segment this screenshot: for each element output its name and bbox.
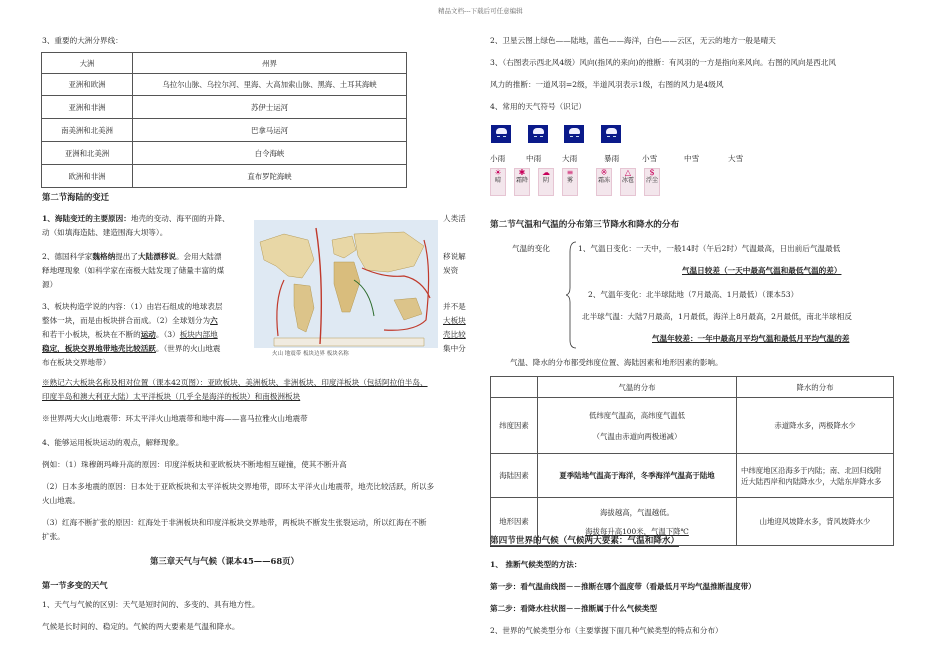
para-text: 2、德国科学家 bbox=[42, 252, 93, 261]
section-title: 第二节海陆的变迁 bbox=[42, 192, 109, 202]
table-header: 大洲 bbox=[42, 53, 133, 74]
freeze-icon: ※ 霜冻 bbox=[596, 168, 612, 196]
table-cell: 亚洲和北美洲 bbox=[42, 142, 133, 165]
table-cell: 直布罗陀海峡 bbox=[133, 165, 407, 188]
para-text: 六 bbox=[210, 316, 218, 325]
para-text: 源） bbox=[42, 280, 58, 289]
table-cell: 亚洲和非洲 bbox=[42, 96, 133, 119]
plate-map bbox=[254, 220, 438, 360]
map-legend: 火山 地震带 板块边界 板块名称 bbox=[272, 351, 349, 357]
para-text: 地壳的变动、海平面的升降、 bbox=[130, 214, 230, 223]
table-cell: 纬度因素 bbox=[491, 398, 538, 454]
para-text: 1、气温日变化：一天中，一般14时（午后2时）气温最高，日出前后气温最低 bbox=[578, 244, 841, 253]
table-cell: 山地迎风坡降水多，背风坡降水少 bbox=[737, 498, 894, 546]
para-text: 1、海陆变迁的主要原因： bbox=[42, 214, 131, 223]
para-text: 风力的推断：一道风羽=2级，半道风羽表示1级，右图的风力是4级风 bbox=[490, 80, 724, 89]
para-text: 。（世界的火山地震 bbox=[155, 344, 221, 353]
header-note: 精品文档---下载后可任意编辑 bbox=[438, 7, 523, 15]
table-header bbox=[491, 377, 538, 398]
weather-label: 中雪 bbox=[684, 154, 700, 163]
section-boundaries-title: 3、重要的大洲分界线： bbox=[42, 36, 123, 45]
para-text: 1、 推断气候类型的方法： bbox=[490, 560, 582, 569]
para-text: 板块内部地 bbox=[179, 330, 218, 339]
weather-label: 小雪 bbox=[642, 154, 658, 163]
table-cell: 欧洲和非洲 bbox=[42, 165, 133, 188]
para-text: 4、能够运用板块运动的观点，解释现象。 bbox=[42, 438, 184, 447]
dust-icon: $ 浮尘 bbox=[644, 168, 660, 196]
para-text: 2、气温年变化：北半球陆地（7月最高、1月最低）（课本53） bbox=[588, 290, 799, 299]
table-cell: 中纬度地区沿海多于内陆；南、北回归线附 近大陆西岸和内陆降水少，大陆东岸降水多 bbox=[737, 454, 894, 498]
para-text: 稳定，板块交界地带地壳比较活跃 bbox=[42, 344, 156, 353]
table-cell: 低纬度气温高，高纬度气温低 （气温由赤道向两极递减） bbox=[538, 398, 737, 454]
para-text: 例如：（1）珠穆朗玛峰升高的原因：印度洋板块和亚欧板块不断地相互碰撞，使其不断升高 bbox=[42, 460, 347, 469]
weather-label: 暴雨 bbox=[604, 154, 620, 163]
para-text: 2、世界的气候类型分布（主要掌握下面几种气候类型的特点和分布） bbox=[490, 626, 723, 635]
para-text: 2、卫星云图上绿色——陆地，蓝色——海洋，白色——云区，无云的地方一般是晴天 bbox=[490, 36, 776, 45]
para-text: 布在板块交界地带） bbox=[42, 358, 111, 367]
table-header: 气温的分布 bbox=[538, 377, 737, 398]
table-cell: 巴拿马运河 bbox=[133, 119, 407, 142]
para-text: 人类活 bbox=[443, 214, 466, 223]
table-cell: 白令海峡 bbox=[133, 142, 407, 165]
moderate-rain-icon bbox=[527, 124, 549, 144]
para-text: ※熟记六大板块名称及相对位置（课本42页图）：亚欧板块、美洲板块、非洲板块、印度洋板块（包括阿拉伯半岛、 bbox=[42, 378, 428, 387]
para-text: 炭资 bbox=[443, 266, 459, 275]
para-text: 动（如填海造陆、建造围海大坝等）。 bbox=[42, 228, 168, 237]
section-title: 第二节气温和气温的分布第三节降水和降水的分布 bbox=[490, 220, 680, 230]
para-text: 整体一块，而是由板块拼合而成。（2）全球划分为 bbox=[42, 316, 211, 325]
distribution-table bbox=[490, 376, 894, 546]
rainstorm-icon bbox=[600, 124, 622, 144]
para-text: （2）日本多地震的原因：日本处于亚欧板块和太平洋板块交界地带，即环太平洋火山地震带，地壳比较活跃，所以多 bbox=[42, 482, 435, 491]
para-text: 。会用大陆漂 bbox=[175, 252, 222, 261]
para-text: 第一步：看气温曲线图－－推断在哪个温度带（看最低月平均气温推断温度带） bbox=[490, 582, 756, 591]
para-text: 魏格纳 bbox=[92, 252, 116, 261]
para-text: ※世界两大火山地震带：环太平洋火山地震带和地中海——喜马拉雅火山地震带 bbox=[42, 414, 308, 423]
weather-label: 大雪 bbox=[728, 154, 744, 163]
para-text: 1、天气与气候的区别：天气是短时间的、多变的、具有地方性。 bbox=[42, 600, 260, 609]
table-header: 降水的分布 bbox=[737, 377, 894, 398]
section-title: 第四节世界的气候（气候两大要素：气温和降水） bbox=[490, 536, 680, 546]
boundary-table bbox=[41, 52, 407, 188]
para-text: 气温年较差：一年中最高月平均气温和最低月平均气温的差 bbox=[652, 334, 850, 343]
table-cell: 海拔越高，气温越低。 海拔每升高100米，气温下降℃ bbox=[538, 498, 737, 546]
section-title: 第一节多变的天气 bbox=[42, 580, 108, 590]
para-text: 壳比较 bbox=[443, 330, 466, 339]
chapter-title: 第三章天气与气候（课本45——68页） bbox=[150, 556, 299, 566]
para-text: 大板块 bbox=[443, 316, 466, 325]
sunny-icon: ☀ 晴 bbox=[490, 168, 506, 196]
para-text: 大陆漂移说 bbox=[137, 252, 176, 261]
table-cell: 海陆因素 bbox=[491, 454, 538, 498]
para-text: （3）红海不断扩张的原因：红海处于非洲板块和印度洋板块交界地带，两板块不断发生张裂运动，所以红海在不断 bbox=[42, 518, 427, 527]
para-text: 第二步：看降水柱状图－－推断属于什么气候类型 bbox=[490, 604, 658, 613]
para-text: 气温日较差（一天中最高气温和最低气温的差） bbox=[682, 266, 842, 275]
frost-icon: ✱ 霜降 bbox=[514, 168, 530, 196]
para-text: 释地理现象（如科学家在南极大陆发现了储量丰富的煤 bbox=[42, 266, 225, 275]
para-text: 3、板块构造学说的内容：（1）由岩石组成的地球表层 bbox=[42, 302, 223, 311]
para-text: 3、（右图表示西北风4级）风向(指风的来向)的推断：有风羽的一方是指向来风向。右图的风向是西北风 bbox=[490, 58, 836, 67]
hail-icon: △ 冰雹 bbox=[620, 168, 636, 196]
table-cell: 赤道降水多，两极降水少 bbox=[737, 398, 894, 454]
table-cell: 苏伊士运河 bbox=[133, 96, 407, 119]
weather-label: 小雨 bbox=[490, 154, 506, 163]
para-text: 和若干小板块，板块在不断的 bbox=[42, 330, 141, 339]
para-text: 运动 bbox=[140, 330, 156, 339]
para-text: 提出了 bbox=[115, 252, 138, 261]
para-text: 扩张。 bbox=[42, 532, 65, 541]
para-text: 火山地震。 bbox=[42, 496, 80, 505]
para-text: 。（3） bbox=[155, 330, 180, 339]
brace-graphic bbox=[566, 240, 578, 350]
overcast-icon: ☁ 阴 bbox=[538, 168, 554, 196]
brace-label: 气温的变化 bbox=[512, 244, 550, 253]
table-cell: 夏季陆地气温高于海洋，冬季海洋气温高于陆地 bbox=[538, 454, 737, 498]
table-cell: 亚洲和欧洲 bbox=[42, 74, 133, 96]
plate-map-graphic bbox=[254, 220, 438, 360]
light-rain-icon bbox=[490, 124, 512, 144]
para-text: 气温、降水的分布都受纬度位置、海陆因素和地形因素的影响。 bbox=[510, 358, 723, 367]
para-text: 移说解 bbox=[443, 252, 466, 261]
para-text: 印度半岛和澳大利亚大陆）太平洋板块（几乎全是海洋的板块）和南极洲板块 bbox=[42, 392, 301, 401]
para-text: 4、常用的天气符号（识记） bbox=[490, 102, 586, 111]
table-header: 州界 bbox=[133, 53, 407, 74]
para-text: 并不是 bbox=[443, 302, 466, 311]
table-cell: 南美洲和北美洲 bbox=[42, 119, 133, 142]
fog-icon: ≡ 雾 bbox=[562, 168, 578, 196]
para-text: 集中分 bbox=[443, 344, 466, 353]
weather-label: 中雨 bbox=[526, 154, 542, 163]
table-cell: 乌拉尔山脉、乌拉尔河、里海、大高加索山脉、黑海、土耳其海峡 bbox=[133, 74, 407, 96]
para-text: 气候是长时间的、稳定的。气候的两大要素是气温和降水。 bbox=[42, 622, 240, 631]
weather-label: 大雨 bbox=[562, 154, 578, 163]
heavy-rain-icon bbox=[563, 124, 585, 144]
table-cell: 地形因素 bbox=[491, 498, 538, 546]
para-text: 北半球气温：大陆7月最高，1月最低，海洋上8月最高，2月最低，南北半球相反 bbox=[582, 312, 852, 321]
